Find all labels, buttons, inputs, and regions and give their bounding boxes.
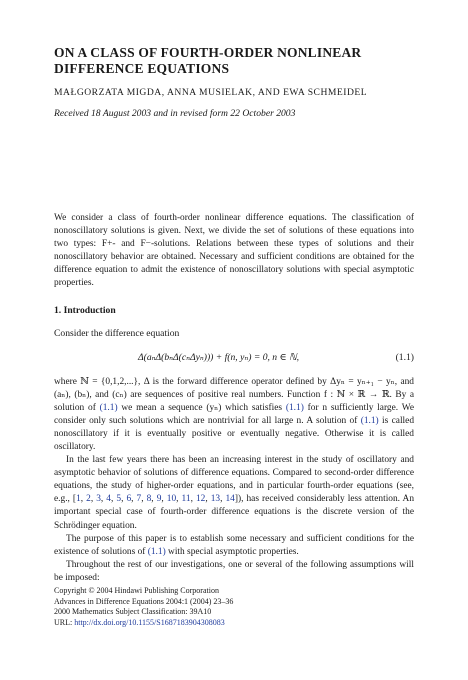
consider-text: Consider the difference equation (54, 328, 180, 339)
para1-part-c: for n sufficiently large. We consider only such solutions which are nontrivial for all large n. A solution of (54, 403, 414, 427)
citation-separator: , (205, 494, 211, 505)
paragraph-2 (54, 454, 414, 532)
paragraph-1 (54, 376, 414, 454)
citation-link[interactable]: 13 (210, 494, 221, 505)
paper-authors: MAŁGORZATA MIGDA, ANNA MUSIELAK, AND EWA SCHMEIDEL (54, 87, 368, 98)
citation-link[interactable]: 4 (106, 494, 111, 505)
citation-separator: , (110, 494, 117, 505)
ref-equation-link[interactable]: (1.1) (147, 546, 166, 557)
ref-equation-link[interactable]: (1.1) (99, 403, 118, 414)
para2-part-a: In the last few years there has been an increasing interest in the study of oscillatory and asymptotic behavior of solutions of difference equations. Compared to second-order difference equations, the study of higher-order equations, and in particular fourth-order equations (see, e.g., [ (54, 455, 414, 505)
ref-equation-link[interactable]: (1.1) (360, 416, 379, 427)
citation-link[interactable]: 10 (166, 494, 177, 505)
citation-separator: , (220, 494, 226, 505)
paper-title: ON A CLASS OF FOURTH-ORDER NONLINEAR DIFFERENCE EQUATIONS (54, 45, 362, 76)
msc-classification: 2000 Mathematics Subject Classification: 39A10 (54, 607, 212, 616)
citation-separator: , (100, 494, 107, 505)
para3-part-b: with special asymptotic properties. (165, 546, 299, 557)
citation-separator: , (90, 494, 97, 505)
body-text (54, 376, 414, 585)
citation-separator: , (190, 494, 196, 505)
section-heading: 1. Introduction (54, 305, 116, 316)
abstract: We consider a class of fourth-order nonlinear difference equations. The classification of nonoscillatory solutions is given. Next, we divide the set of solutions of these equations into two types: F+- and F−-solutions. Relations between these types of solutions and their nonoscillatory behavior are obtained. Necessary and sufficient conditions are obtained for the difference equation to admit the existence of nonoscillatory solutions with special asymptotic properties. (54, 213, 414, 289)
citation-link[interactable]: 6 (126, 494, 132, 505)
para1-part-b: we mean a sequence (yₙ) which satisfies (117, 403, 286, 414)
citation-link[interactable]: 9 (156, 494, 162, 505)
copyright: Copyright © 2004 Hindawi Publishing Corporation (54, 586, 219, 595)
citation-separator: , (121, 494, 127, 505)
doi-link[interactable]: http://dx.doi.org/10.1155/S1687183904308083 (74, 617, 225, 627)
ref-equation-link[interactable]: (1.1) (285, 403, 304, 414)
received-date: Received 18 August 2003 and in revised form 22 October 2003 (54, 108, 296, 119)
para1-part-a: where ℕ = {0,1,2,...}, Δ is the forward difference operator defined by Δyₙ = yₙ₊₁ − yₙ, and (aₙ), (bₙ), and (cₙ) are sequences of positive real numbers. Function f : ℕ × ℝ → ℝ. By a solution of (54, 377, 414, 414)
citation-separator: , (141, 494, 147, 505)
citation-link[interactable]: 14 (225, 494, 235, 505)
url-label: URL: (54, 617, 75, 627)
citation-separator: , (131, 494, 137, 505)
citation-separator: , (151, 494, 157, 505)
para1-part-d: is called nonoscillatory if it is eventually positive or eventually negative. Otherwise it is called oscillatory. (54, 416, 415, 453)
citation-link[interactable]: 2 (86, 494, 91, 505)
equation-body: Δ(aₙΔ(bₙΔ(cₙΔyₙ))) + f(n, yₙ) = 0, n ∈ ℕ, (138, 352, 300, 363)
para3-part-a: The purpose of this paper is to establish some necessary and sufficient conditions for the existence of solutions of (54, 533, 414, 557)
doi-line (54, 618, 414, 629)
journal-info: Advances in Difference Equations 2004:1 (2004) 23–36 (54, 596, 234, 606)
paragraph-4: Throughout the rest of our investigations, one or several of the following assumptions will be imposed: (54, 559, 414, 583)
equation-label: (1.1) (395, 352, 414, 363)
citation-link[interactable]: 11 (181, 494, 191, 505)
citation-link[interactable]: 7 (136, 494, 142, 505)
citation-separator: , (161, 494, 167, 505)
citation-link[interactable]: 8 (146, 494, 152, 505)
para2-part-b: ]), has received considerably less attention. An important special case of fourth-order difference equations is the discrete version of the Schrödinger equation. (54, 494, 415, 531)
citation-link[interactable]: 12 (195, 494, 206, 505)
footer (54, 586, 414, 628)
citation-separator: , (80, 494, 87, 505)
citation-link[interactable]: 1 (76, 494, 81, 505)
equation-1-1 (54, 352, 414, 366)
citation-list (76, 494, 235, 504)
paragraph-3 (54, 533, 414, 559)
citation-link[interactable]: 3 (96, 494, 101, 505)
citation-separator: , (176, 494, 182, 505)
citation-link[interactable]: 5 (116, 494, 122, 505)
